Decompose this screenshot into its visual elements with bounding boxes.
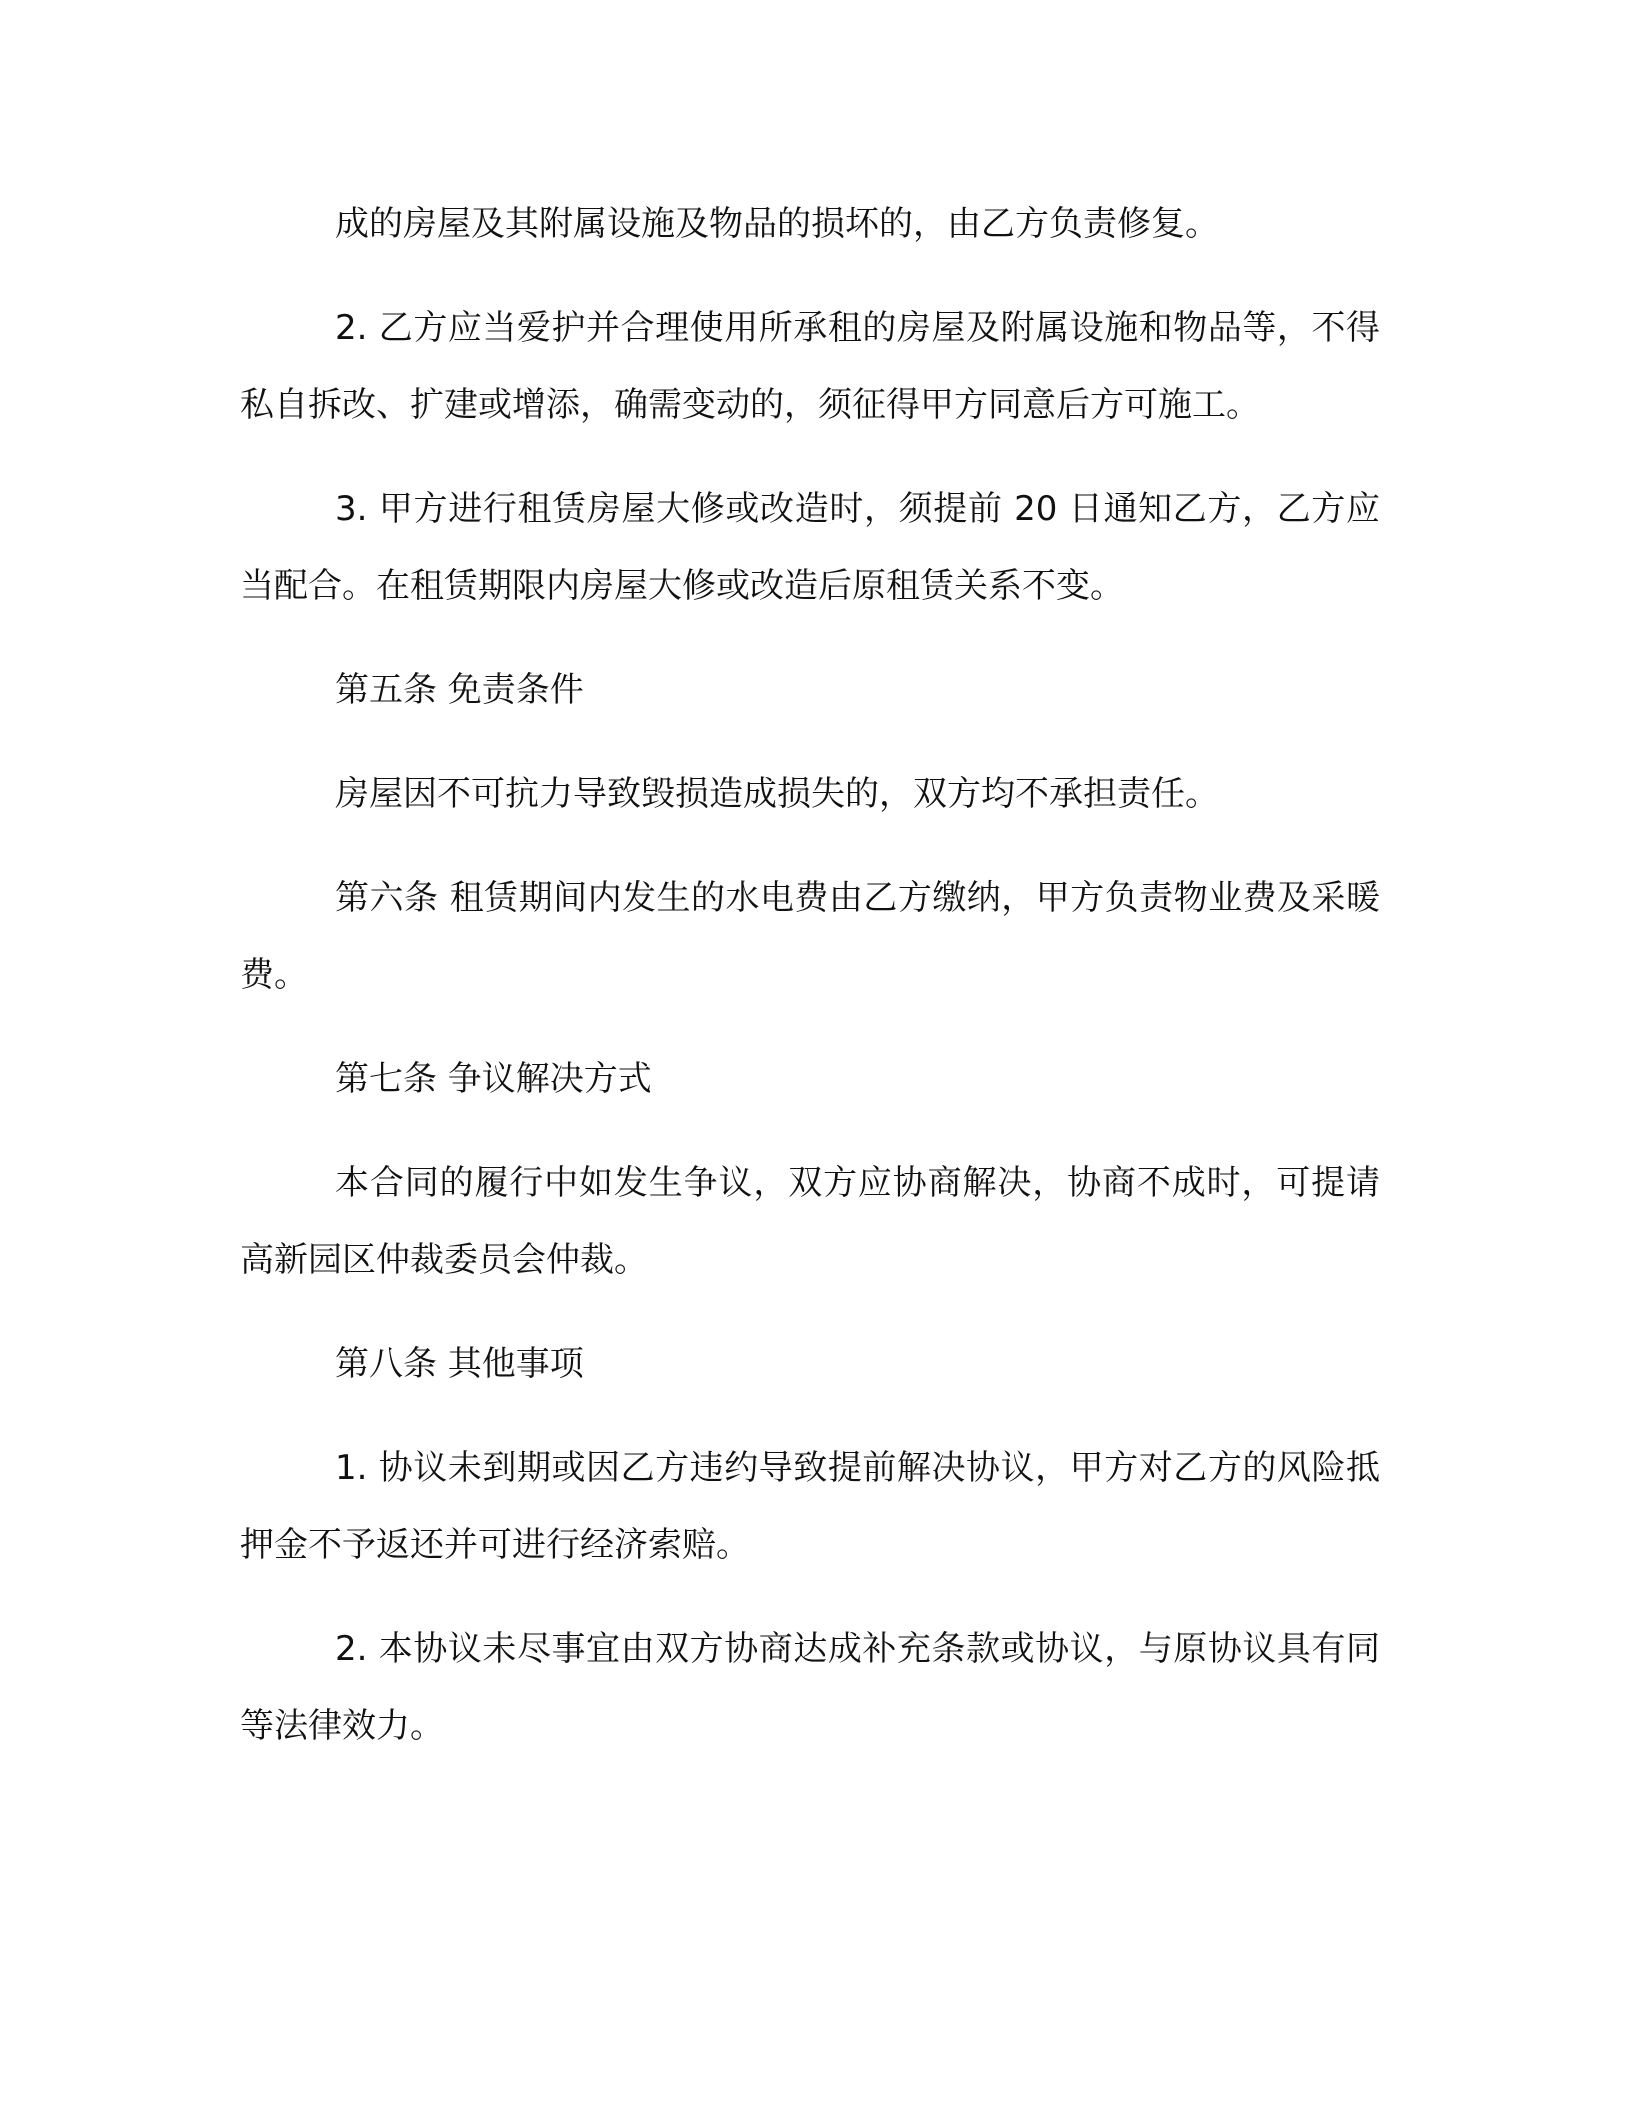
heading-article-5: 第五条 免责条件	[335, 670, 584, 710]
paragraph-clause-2: 2. 乙方应当爱护并合理使用所承租的房屋及附属设施和物品等，不得私自拆改、扩建或增添，确需变动的，须征得甲方同意后方可施工。	[240, 308, 1380, 425]
paragraph-other-2: 2. 本协议未尽事宜由双方协商达成补充条款或协议，与原协议具有同等法律效力。	[240, 1629, 1380, 1746]
paragraph-force-majeure: 房屋因不可抗力导致毁损造成损失的，双方均不承担责任。	[335, 774, 1219, 814]
heading-article-7: 第七条 争议解决方式	[335, 1059, 652, 1099]
paragraph-article-6: 第六条 租赁期间内发生的水电费由乙方缴纳，甲方负责物业费及采暖费。	[240, 878, 1380, 995]
paragraph-other-1: 1. 协议未到期或因乙方违约导致提前解决协议，甲方对乙方的风险抵押金不予返还并可进行经济索赔。	[240, 1448, 1380, 1565]
heading-article-8: 第八条 其他事项	[335, 1344, 584, 1384]
paragraph-clause-3: 3. 甲方进行租赁房屋大修或改造时，须提前 20 日通知乙方，乙方应当配合。在租赁期限内房屋大修或改造后原租赁关系不变。	[240, 489, 1380, 606]
paragraph-dispute: 本合同的履行中如发生争议，双方应协商解决，协商不成时，可提请高新园区仲裁委员会仲裁。	[240, 1163, 1380, 1280]
paragraph-damage-repair: 成的房屋及其附属设施及物品的损坏的，由乙方负责修复。	[335, 204, 1219, 244]
document-body	[240, 186, 1380, 1765]
